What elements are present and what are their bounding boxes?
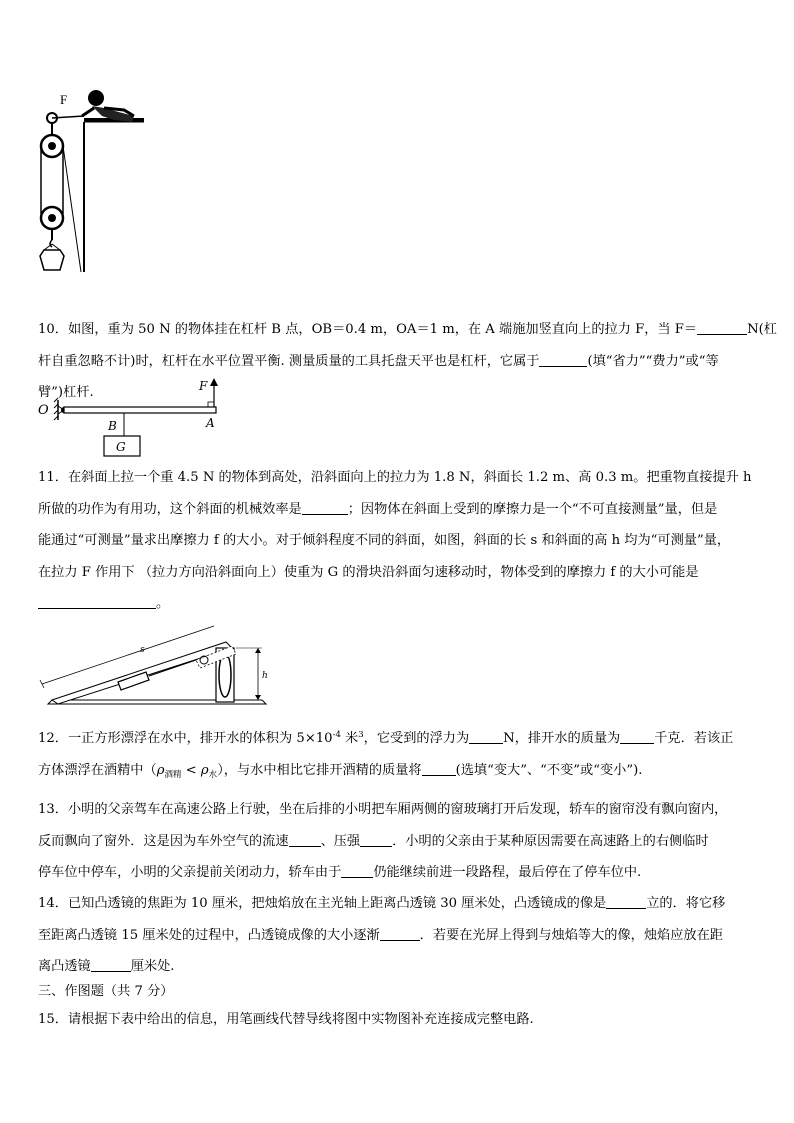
question-13-line-2-end: ．小明的父亲由于某种原因需要在高速路上的右侧临时 bbox=[392, 833, 709, 849]
question-13 bbox=[38, 794, 756, 889]
question-11-line-2: 所做的功作为有用功，这个斜面的机械效率是 bbox=[38, 501, 302, 517]
question-12-line-2: 方体漂浮在酒精中（ bbox=[38, 762, 157, 778]
question-12-line-1: 一正方形漂浮在水中，排开水的体积为 5×10 bbox=[67, 731, 333, 746]
question-12-line-1-end: 千克．若该正 bbox=[654, 731, 734, 746]
answer-blank[interactable] bbox=[38, 594, 156, 609]
answer-blank[interactable] bbox=[380, 926, 420, 941]
lever-label-o: O bbox=[38, 403, 49, 418]
question-14 bbox=[38, 888, 756, 983]
question-15 bbox=[38, 1010, 534, 1030]
exponent: -4 bbox=[332, 730, 341, 740]
question-11-line-1: 在斜面上拉一个重 4.5 N 的物体到高处，沿斜面向上的拉力为 1.8 N，斜面长 1.2 m、高 0.3 m。把重物直接提升 h bbox=[67, 470, 752, 485]
question-12-line-2-mid: ），与水中相比它排开酒精的质量将 bbox=[217, 762, 422, 778]
question-10-line-1: 如图，重为 50 N 的物体挂在杠杆 B 点，OB＝0.4 m，OA＝1 m，在 A 端施加竖直向上的拉力 F，当 F＝ bbox=[67, 322, 698, 337]
question-14-line-3: 离凸透镜 bbox=[38, 959, 91, 974]
question-10-line-2-end: (填“省力”“费力”或“等 bbox=[587, 353, 719, 369]
question-12-number: 12． bbox=[38, 731, 68, 746]
section-3-heading: 三、作图题（共 7 分） bbox=[38, 984, 174, 999]
question-12-line-1-mid2: N，排开水的质量为 bbox=[503, 731, 621, 746]
pulley-figure bbox=[34, 86, 150, 274]
question-11-line-3: 能通过“可测量”量求出摩擦力 f 的大小。对于倾斜程度不同的斜面，如图，斜面的长 s 和斜面的高 h 均为“可测量”量， bbox=[38, 533, 731, 548]
incline-label-h: h bbox=[262, 671, 268, 681]
question-10-line-1-end: N(杠 bbox=[747, 322, 777, 337]
answer-blank[interactable] bbox=[289, 832, 321, 847]
answer-blank[interactable] bbox=[620, 729, 654, 744]
question-15-text: 请根据下表中给出的信息，用笔画线代替导线将图中实物图补充连接成完整电路. bbox=[67, 1012, 534, 1027]
answer-blank[interactable] bbox=[697, 320, 747, 335]
incline-figure bbox=[36, 620, 276, 710]
lever-label-f: F bbox=[199, 379, 208, 393]
answer-blank[interactable] bbox=[91, 957, 131, 972]
question-10-line-3: 臂”)杠杆. bbox=[38, 385, 94, 400]
question-15-number: 15． bbox=[38, 1012, 68, 1027]
question-11-line-4: 在拉力 F 作用下 （拉力方向沿斜面向上）使重为 G 的滑块沿斜面匀速移动时，物体受到的摩擦力 f 的大小可能是 bbox=[38, 564, 699, 580]
question-10-number: 10． bbox=[38, 322, 68, 337]
lever-label-g: G bbox=[116, 440, 126, 454]
question-12 bbox=[38, 720, 756, 791]
answer-blank[interactable] bbox=[422, 761, 456, 776]
lever-label-b: B bbox=[108, 419, 117, 433]
lever-label-a: A bbox=[206, 416, 215, 430]
question-11-number: 11． bbox=[38, 470, 68, 485]
question-14-number: 14． bbox=[38, 896, 68, 911]
question-12-line-1-mid: ，它受到的浮力为 bbox=[363, 731, 470, 746]
question-13-line-3: 停车位中停车，小明的父亲提前关闭动力，轿车由于 bbox=[38, 865, 342, 880]
lever-figure bbox=[36, 378, 226, 458]
question-14-line-1-end: 立的．将它移 bbox=[646, 896, 726, 911]
answer-blank[interactable] bbox=[469, 729, 503, 744]
answer-blank[interactable] bbox=[606, 894, 646, 909]
rho-symbol: ρ bbox=[156, 762, 165, 778]
unit-text: 米 bbox=[340, 731, 359, 746]
answer-blank[interactable] bbox=[360, 832, 392, 847]
question-14-line-1: 已知凸透镜的焦距为 10 厘米，把烛焰放在主光轴上距离凸透镜 30 厘米处，凸透镜成的像是 bbox=[67, 896, 607, 911]
less-than: < bbox=[181, 762, 201, 778]
question-14-line-3-end: 厘米处. bbox=[130, 959, 175, 974]
question-11-line-2-end: ；因物体在斜面上受到的摩擦力是一个“不可直接测量”量，但是 bbox=[347, 501, 718, 517]
question-13-line-3-end: 仍能继续前进一段路程，最后停在了停车位中. bbox=[373, 865, 642, 880]
subscript-water: 水 bbox=[208, 769, 218, 780]
question-11 bbox=[38, 462, 756, 620]
answer-blank[interactable] bbox=[341, 863, 373, 878]
question-14-line-2-end: ．若要在光屏上得到与烛焰等大的像，烛焰应放在距 bbox=[419, 927, 723, 943]
question-13-number: 13． bbox=[38, 802, 68, 817]
question-14-line-2: 至距离凸透镜 15 厘米处的过程中，凸透镜成像的大小逐渐 bbox=[38, 927, 380, 943]
question-10-line-2: 杆自重忽略不计)时，杠杆在水平位置平衡. 测量质量的工具托盘天平也是杠杆，它属于 bbox=[38, 353, 540, 369]
question-12-line-2-end: (选填“变大”、“不变”或“变小”). bbox=[455, 762, 643, 778]
question-13-line-2-mid: 、压强 bbox=[320, 833, 361, 849]
subscript-alcohol: 酒精 bbox=[164, 769, 182, 780]
question-13-line-1: 小明的父亲驾车在高速公路上行驶，坐在后排的小明把车厢两侧的窗玻璃打开后发现，轿车的窗帘没有飘向窗内， bbox=[67, 802, 728, 817]
incline-label-s: s bbox=[140, 645, 145, 655]
pulley-label-f: F bbox=[60, 92, 68, 107]
exponent: 3 bbox=[358, 730, 364, 740]
question-13-line-2: 反而飘向了窗外．这是因为车外空气的流速 bbox=[38, 833, 289, 849]
question-11-line-5-end: 。 bbox=[156, 596, 170, 611]
answer-blank[interactable] bbox=[302, 500, 348, 515]
answer-blank[interactable] bbox=[539, 352, 587, 367]
rho-symbol: ρ bbox=[200, 762, 209, 778]
